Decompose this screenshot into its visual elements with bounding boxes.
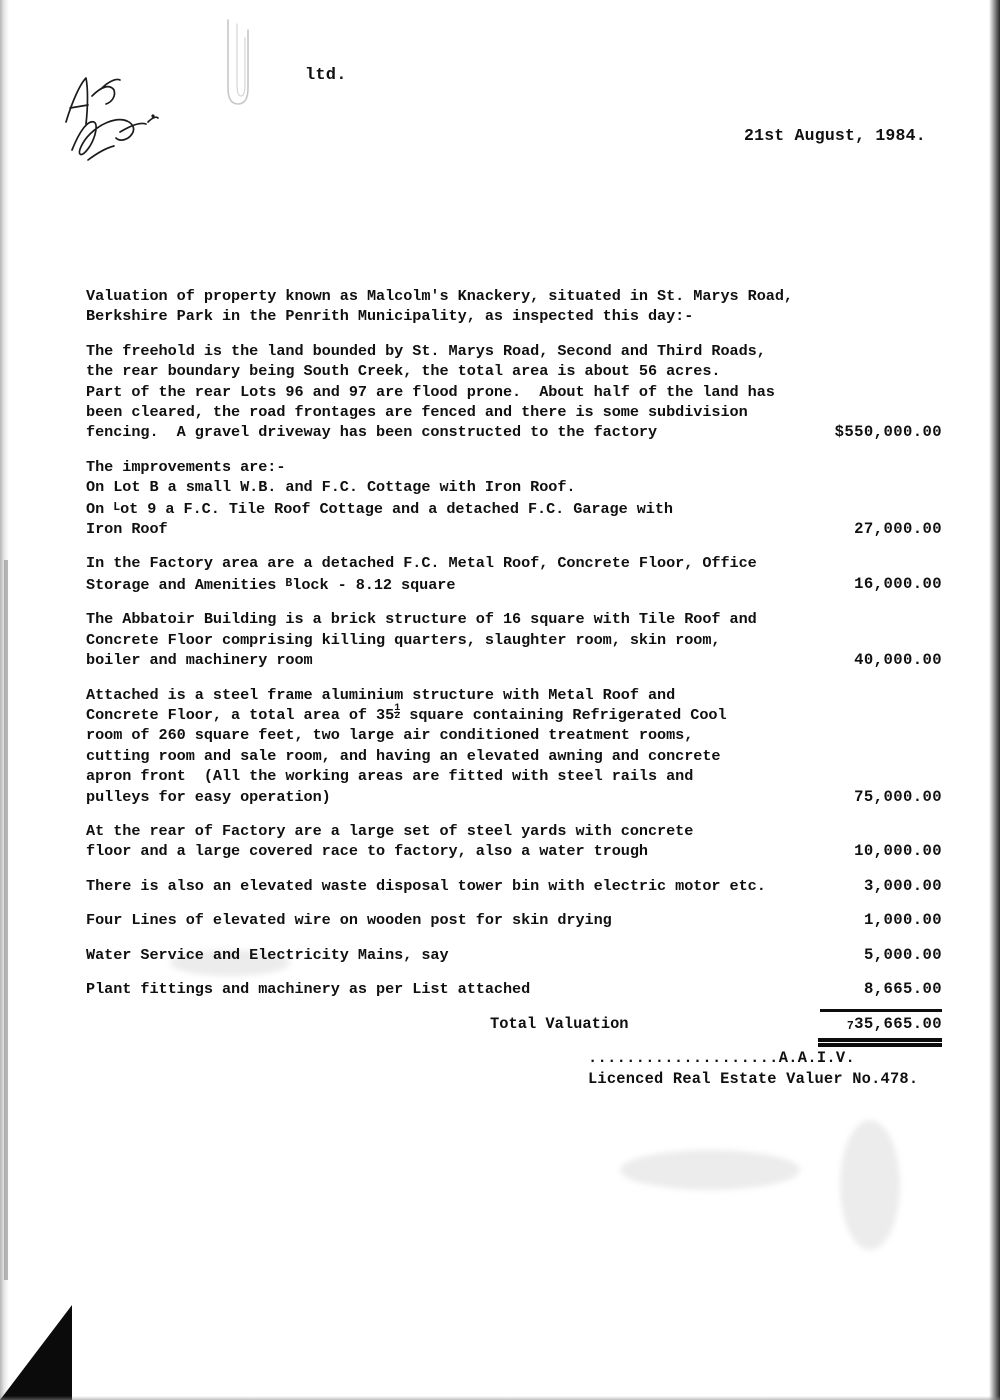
valuation-item-line: Part of the rear Lots 96 and 97 are flood prone. About half of the land has xyxy=(86,382,775,401)
valuation-item-amount: 75,000.00 xyxy=(854,787,942,806)
scan-edge-streak-left xyxy=(0,0,9,1400)
valuation-item xyxy=(86,457,942,540)
valuation-item xyxy=(86,341,942,443)
valuation-item-line: At the rear of Factory are a large set of steel yards with concrete xyxy=(86,821,694,840)
valuation-item-amount: 5,000.00 xyxy=(863,945,942,964)
valuation-item xyxy=(86,685,942,807)
scan-smudge xyxy=(840,1120,900,1250)
total-lead-digit: 7 xyxy=(846,1020,855,1034)
fraction-one-half: $\frac{1}{2}$ xyxy=(394,702,401,722)
valuation-item-list xyxy=(86,341,942,1000)
intro-line: Berkshire Park in the Penrith Municipality, as inspected this day:- xyxy=(86,307,694,326)
valuation-item-amount: $550,000.00 xyxy=(834,423,942,442)
valuation-item xyxy=(86,821,942,862)
valuation-item-line: pulleys for easy operation) 75,000.00 xyxy=(86,787,942,806)
valuation-item-line: The freehold is the land bounded by St. Marys Road, Second and Third Roads, xyxy=(86,341,766,360)
handwritten-initials-mark xyxy=(58,72,188,164)
valuation-item-line: floor and a large covered race to factory, also a water trough 10,000.00 xyxy=(86,842,942,861)
scan-edge-streak-left-lower xyxy=(4,560,8,1280)
valuation-item-line: Concrete Floor comprising killing quarters, slaughter room, skin room, xyxy=(86,630,721,649)
valuation-item-line: The Abbatoir Building is a brick structure of 16 square with Tile Roof and xyxy=(86,610,757,629)
valuation-item-line: boiler and machinery room 40,000.00 xyxy=(86,651,942,670)
total-valuation-label: Total Valuation xyxy=(490,1015,629,1034)
valuation-item-line: In the Factory area are a detached F.C. Metal Roof, Concrete Floor, Office xyxy=(86,554,757,573)
valuation-item-line: room of 260 square feet, two large air conditioned treatment rooms, xyxy=(86,726,694,745)
scan-corner-artifact xyxy=(0,1305,72,1400)
total-rule-bottom-2 xyxy=(818,1043,942,1046)
valuation-item-line: Water Service and Electricity Mains, say 5,000.00 xyxy=(86,945,942,964)
valuation-item-line: Four Lines of elevated wire on wooden post for skin drying 1,000.00 xyxy=(86,911,942,930)
scan-smudge xyxy=(620,1150,800,1190)
valuation-item-amount: 40,000.00 xyxy=(854,651,942,670)
valuation-item xyxy=(86,876,942,896)
paperclip-icon xyxy=(208,18,264,113)
valuation-item-line: Attached is a steel frame aluminium structure with Metal Roof and xyxy=(86,685,676,704)
valuation-item xyxy=(86,609,942,670)
valuation-item xyxy=(86,553,942,595)
document-date: 21st August, 1984. xyxy=(744,126,926,145)
valuation-item-line: On Lot 9 a F.C. Tile Roof Cottage and a detached F.C. Garage with xyxy=(86,499,673,518)
valuation-item-amount: 27,000.00 xyxy=(854,520,942,539)
valuation-item xyxy=(86,979,942,999)
raised-letter: L xyxy=(113,500,121,514)
valuation-item-line: Plant fittings and machinery as per List attached 8,665.00 xyxy=(86,979,942,998)
total-rule-bottom-1 xyxy=(818,1038,942,1041)
document-body xyxy=(86,286,942,1039)
valuation-item xyxy=(86,910,942,930)
valuation-item-line: There is also an elevated waste disposal tower bin with electric motor etc. 3,000.00 xyxy=(86,876,942,895)
intro-paragraph xyxy=(86,286,942,327)
scan-edge-bottom xyxy=(0,1396,1000,1400)
total-amount-value: 35,665.00 xyxy=(854,1015,942,1034)
intro-line: Valuation of property known as Malcolm's Knackery, situated in St. Marys Road, xyxy=(86,287,793,305)
signature-block xyxy=(588,1048,948,1090)
valuation-item-line: the rear boundary being South Creek, the total area is about 56 acres. xyxy=(86,362,721,381)
valuation-item-line: On Lot B a small W.B. and F.C. Cottage with Iron Roof. xyxy=(86,478,576,497)
valuation-item-line: fencing. A gravel driveway has been constructed to the factory $550,000.00 xyxy=(86,423,942,442)
valuation-item xyxy=(86,945,942,965)
valuation-item-line: cutting room and sale room, and having an elevated awning and concrete xyxy=(86,746,721,765)
total-valuation-row xyxy=(86,1013,942,1039)
valuation-item-line: Concrete Floor, a total area of 35 $\frac{1}{2}$ square containing Refrigerated Cool xyxy=(86,702,727,724)
valuation-item-line: been cleared, the road frontages are fenced and there is some subdivision xyxy=(86,403,748,422)
valuation-item-amount: 10,000.00 xyxy=(854,842,942,861)
valuation-item-amount: 8,665.00 xyxy=(863,979,942,998)
company-suffix: ltd. xyxy=(305,66,347,85)
valuation-item-amount: 3,000.00 xyxy=(863,876,942,895)
signature-dotted-line: ....................A.A.I.V. xyxy=(588,1049,856,1067)
total-valuation-amount xyxy=(847,1015,942,1033)
scan-edge-band-right xyxy=(989,0,1000,1400)
valuation-item-amount: 16,000.00 xyxy=(854,574,942,593)
valuer-credentials: Licenced Real Estate Valuer No.478. xyxy=(588,1070,919,1088)
raised-letter: B xyxy=(285,576,293,590)
valuation-item-line: Storage and Amenities Block - 8.12 square 16,000.00 xyxy=(86,574,942,594)
valuation-item-line: The improvements are:- xyxy=(86,457,286,476)
valuation-item-line: Iron Roof 27,000.00 xyxy=(86,520,942,539)
valuation-item-line: apron front (All the working areas are fitted with steel rails and xyxy=(86,767,694,786)
valuation-item-amount: 1,000.00 xyxy=(863,911,942,930)
total-rule-top xyxy=(820,1009,942,1012)
